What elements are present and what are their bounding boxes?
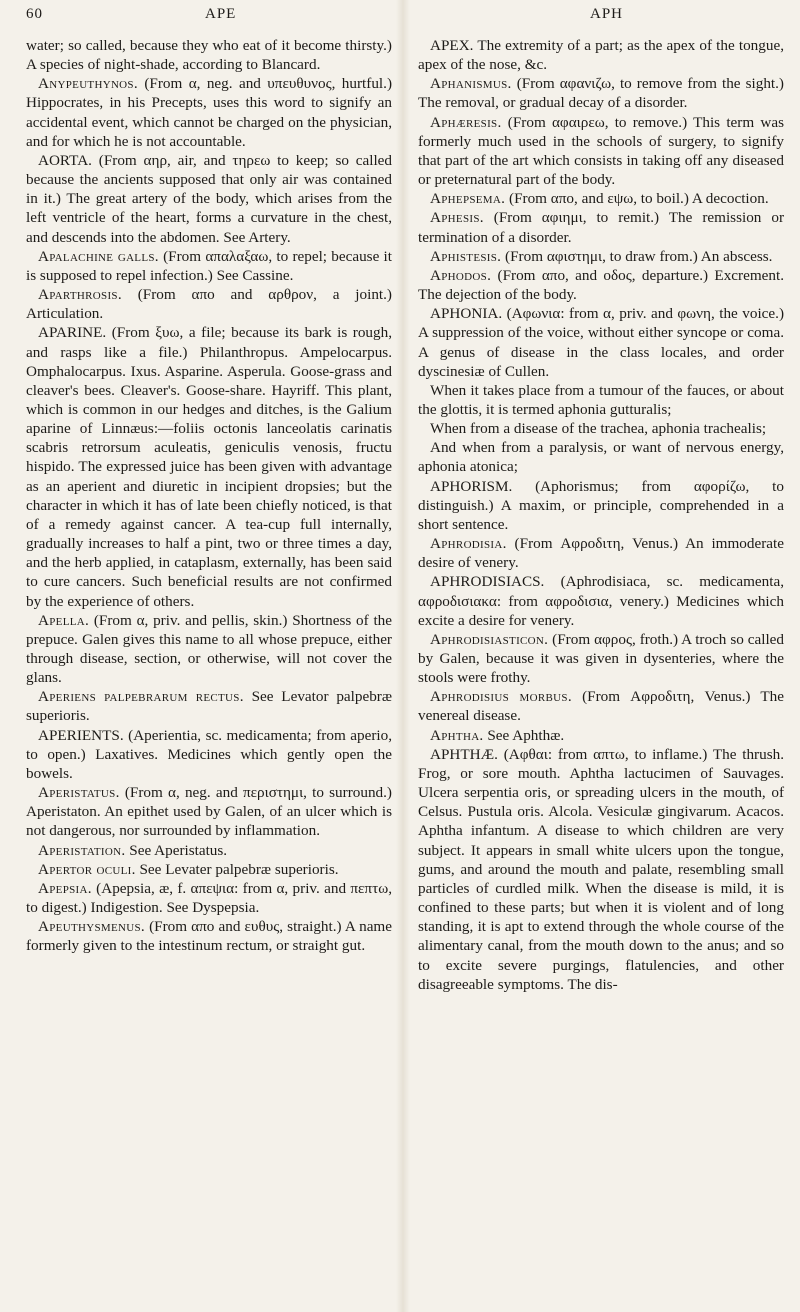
dictionary-entry — [418, 726, 784, 745]
dictionary-entry — [26, 841, 392, 860]
entry-headword: APHONIA. — [430, 305, 503, 323]
entry-headword: Aphrodisiasticon. — [430, 630, 549, 648]
entry-definition: (Aphrodisiaca, sc. medicamenta, αφροδισιακα: from αφροδισια, venery.) Medicines which excite a desire for venery. — [418, 573, 784, 629]
entry-headword: APHTHÆ. — [430, 745, 498, 763]
dictionary-entry — [26, 917, 392, 955]
entry-headword: Apella. — [38, 611, 90, 629]
dictionary-entry — [26, 726, 392, 783]
dictionary-entry — [418, 36, 784, 74]
entry-definition: (Αφωνια: from α, priv. and φωνη, the voice.) A suppression of the voice, without either syncope or coma. A genus of disease in the class locales, and order dyscinesiæ of Cullen. — [418, 305, 784, 380]
entry-headword: Aphæresis. — [430, 113, 502, 131]
entry-headword: Apepsia. — [38, 879, 92, 897]
dictionary-entry — [418, 381, 784, 419]
entry-definition: (From απο and αρθρον, a joint.) Articulation. — [26, 286, 392, 323]
entry-definition: When it takes place from a tumour of the fauces, or about the glottis, it is termed aphonia gutturalis; — [418, 381, 784, 418]
entry-headword: Aphodos. — [430, 266, 492, 284]
entry-definition: (From Αφροδιτη, Venus.) An immoderate desire of venery. — [418, 535, 784, 572]
entry-definition: When from a disease of the trachea, aphonia trachealis; — [430, 420, 767, 438]
dictionary-entry — [418, 419, 784, 438]
dictionary-entry — [26, 323, 392, 610]
dictionary-entry — [418, 438, 784, 476]
dictionary-entry — [418, 630, 784, 687]
entry-definition: See Aphthæ. — [483, 726, 565, 744]
column-gutter — [396, 0, 410, 1312]
entry-definition: (Aperientia, sc. medicamenta; from aperio, to open.) Laxatives. Medicines which gently open the bowels. — [26, 726, 392, 782]
entry-headword: Aphepsema. — [430, 190, 506, 208]
entry-headword: Apertor oculi. — [38, 860, 136, 878]
entry-definition: (From αφρος, froth.) A troch so called by Galen, because it was given in dysenteries, where the stools were frothy. — [418, 630, 784, 687]
entry-headword: AORTA. — [38, 151, 92, 169]
entry-definition: (From α, neg. and περιστημι, to surround.) Aperistaton. An epithet used by Galen, of an ulcer which is not dangerous, nor surrounded by inflammation. — [26, 784, 392, 840]
entry-definition: See Levator palpebræ superioris. — [26, 688, 392, 725]
entry-headword: Apeuthysmenus. — [38, 918, 145, 936]
entry-headword: Aphrodisia. — [430, 535, 507, 553]
dictionary-entry — [26, 687, 392, 725]
entry-definition: (From αφιστημι, to draw from.) An abscess. — [501, 247, 773, 265]
entry-definition: (Αφθαι: from απτω, to inflame.) The thrush. Frog, or sore mouth. Aphtha lactucimen of Sauvages. Ulcera serpentia oris, or spreading ulcers in the mouth, of Celsus. Pustula oris. Alcola. Vesiculæ gingivarum. Acacos. Aphtha infantum. A disease to which children are very subject. It appears in small white ulcers upon the tongue, gums, and around the mouth and palate, resembling small particles of curdled milk. When the disease is mild, it is confined to these parts; but when it is violent and of long standing, it is apt to extend through the whole course of the alimentary canal, from the mouth down to the anus; and so to excite severe purgings, flatulencies, and other disagreeable symptoms. The dis- — [418, 745, 784, 993]
entry-definition: (Apepsia, æ, f. απεψια: from α, priv. and πεπτω, to digest.) Indigestion. See Dyspepsia. — [26, 879, 392, 917]
entry-definition: water; so called, because they who eat of it become thirsty.) A species of night-shade, according to Blancard. — [26, 37, 392, 74]
left-running-head: APE — [205, 6, 237, 22]
entry-definition: (From ξυω, a file; because its bark is rough, and rasps like a file.) Philanthropus. Ampelocarpus. Omphalocarpus. Ixus. Asparine. Asperula. Goose-grass and cleaver's bees. Cleaver's. Goose-share. Hayriff. This plant, which is common in our hedges and ditches, is the Galium aparine of Linnæus:—foliis octonis lanceolatis carinatis scabris retrorsum aculeatis, geniculis venosis, fructu hispido. The expressed juice has been given with advantage as an aperient and diuretic in incipient dropsies; but the character in which it has of late been chiefly noticed, is that of a remedy against cancer. A tea-cup full internally, gradually increases to half a pint, two or three times a day, and the herb applied, in cataplasm, externally, has been said to cure cancers. Such beneficial results are not confirmed by the experience of others. — [26, 324, 392, 610]
dictionary-entry — [26, 879, 392, 917]
entry-headword: APHRODISIACS. — [430, 573, 545, 591]
left-column — [26, 36, 392, 956]
dictionary-entry — [418, 687, 784, 725]
page-number: 60 — [26, 6, 43, 22]
dictionary-entry — [26, 860, 392, 879]
entry-headword: Anypeuthynos. — [38, 75, 138, 93]
dictionary-entry — [418, 266, 784, 304]
entry-headword: APHORISM. — [430, 477, 513, 495]
dictionary-entry — [26, 783, 392, 840]
entry-definition: See Levater palpebræ superioris. — [135, 860, 339, 878]
dictionary-entry — [26, 36, 392, 74]
dictionary-entry — [418, 113, 784, 190]
entry-headword: Aphrodisius morbus. — [430, 688, 572, 706]
entry-headword: Aphistesis. — [430, 247, 502, 265]
entry-definition: (From α, priv. and pellis, skin.) Shortness of the prepuce. Galen gives this name to all whose prepuce, either through disease, section, or otherwise, will not cover the glans. — [26, 611, 392, 687]
dictionary-entry — [418, 534, 784, 572]
dictionary-entry — [418, 304, 784, 381]
entry-headword: APEX. — [430, 37, 474, 54]
right-running-head: APH — [590, 6, 624, 22]
entry-definition: (From α, neg. and υπευθυνος, hurtful.) Hippocrates, in his Precepts, uses this word to signify an accidental event, which cannot be charged on the physician, and for which he is not accountable. — [26, 75, 392, 150]
entry-definition: (From Αφροδιτη, Venus.) The venereal disease. — [418, 688, 784, 725]
dictionary-entry — [26, 74, 392, 151]
entry-headword: APARINE. — [38, 324, 107, 342]
entry-definition: (From αηρ, air, and τηρεω to keep; so called because the ancients supposed that only air was contained in it.) The great artery of the body, which arises from the left ventricle of the heart, forms a curvature in the chest, and descends into the abdomen. See Artery. — [26, 151, 392, 246]
entry-headword: Aparthrosis. — [38, 286, 122, 304]
entry-definition: (From αφιημι, to remit.) The remission or termination of a disorder. — [418, 209, 784, 246]
entry-headword: Aphanismus. — [430, 75, 512, 93]
entry-definition: (From αφανιζω, to remove from the sight.) The removal, or gradual decay of a disorder. — [418, 75, 784, 112]
dictionary-entry — [418, 572, 784, 629]
dictionary-entry — [418, 208, 784, 246]
entry-headword: Aperistation. — [38, 841, 126, 859]
entry-definition: (From απο, and οδος, departure.) Excrement. The dejection of the body. — [418, 266, 784, 304]
entry-definition: (Aphorismus; from αφορίζω, to distinguish.) A maxim, or principle, comprehended in a short sentence. — [418, 477, 784, 533]
entry-definition: (From απο, and εψω, to boil.) A decoction. — [505, 190, 769, 208]
entry-headword: Aperiens palpebrarum rectus. — [38, 688, 244, 706]
entry-definition: And when from a paralysis, or want of nervous energy, aphonia atonica; — [418, 439, 784, 476]
entry-definition: (From αφαιρεω, to remove.) This term was formerly much used in the schools of surgery, to signify that part of the art which consists in taking off any diseased or preternatural part of the body. — [418, 113, 784, 189]
dictionary-entry — [26, 247, 392, 285]
dictionary-entry — [418, 189, 784, 208]
entry-headword: Aphesis. — [430, 209, 484, 227]
dictionary-entry — [26, 285, 392, 323]
dictionary-entry — [418, 745, 784, 994]
dictionary-entry — [418, 74, 784, 112]
entry-headword: Apalachine galls. — [38, 247, 159, 265]
right-column — [418, 36, 784, 994]
dictionary-entry — [418, 477, 784, 534]
entry-headword: Aphtha. — [430, 726, 484, 744]
entry-definition: The extremity of a part; as the apex of the tongue, apex of the nose, &c. — [418, 37, 784, 74]
dictionary-entry — [26, 151, 392, 247]
entry-headword: Aperistatus. — [38, 784, 120, 802]
dictionary-entry — [418, 247, 784, 266]
entry-definition: (From απο and ευθυς, straight.) A name formerly given to the intestinum rectum, or straight gut. — [26, 918, 392, 955]
entry-definition: See Aperistatus. — [125, 841, 228, 859]
entry-definition: (From απαλαξαω, to repel; because it is supposed to repel infection.) See Cassine. — [26, 247, 392, 284]
entry-headword: APERIENTS. — [38, 726, 124, 744]
dictionary-entry — [26, 611, 392, 688]
